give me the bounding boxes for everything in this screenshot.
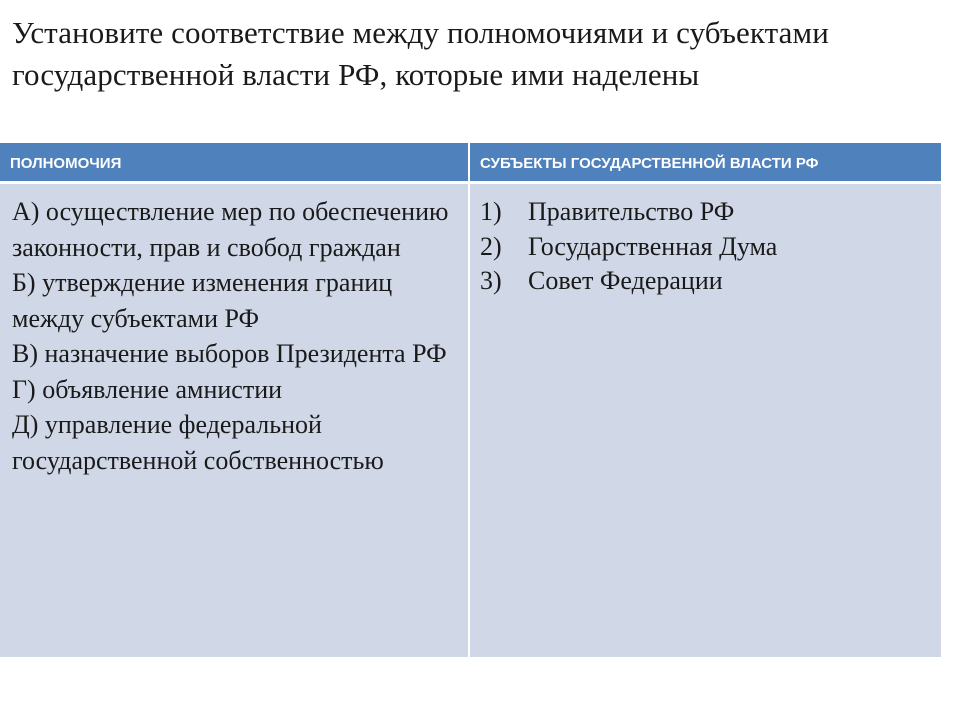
header-subjects: СУБЪЕКТЫ ГОСУДАРСТВЕННОЙ ВЛАСТИ РФ [470,143,941,184]
subject-item-1 [480,195,933,230]
power-item-v: В) назначение выборов Президента РФ [12,339,447,368]
matching-table [0,143,941,657]
subject-number: 2) [480,231,502,261]
subject-number: 1) [480,197,502,226]
column-divider [468,143,470,657]
subject-item-2 [480,230,933,265]
header-powers: ПОЛНОМОЧИЯ [0,143,468,184]
subjects-list [480,195,933,299]
task-title: Установите соответствие между полномочиями и субъектами государственной власти РФ, которые ими наделены [12,15,829,92]
subject-item-3 [480,264,933,299]
subject-label: Государственная Дума [528,231,778,261]
power-item-d: Д) управление федеральной государственной собственностью [12,410,384,475]
subjects-cell [470,184,941,657]
powers-cell [0,184,468,657]
subject-label: Правительство РФ [528,197,735,226]
power-item-a: А) осуществление мер по обеспечению законности, прав и свобод граждан [12,197,449,262]
subject-label: Совет Федерации [528,266,723,295]
power-item-b: Б) утверждение изменения границ между субъектами РФ [12,268,393,333]
subject-number: 3) [480,266,502,295]
power-item-g: Г) объявление амнистии [12,374,283,404]
